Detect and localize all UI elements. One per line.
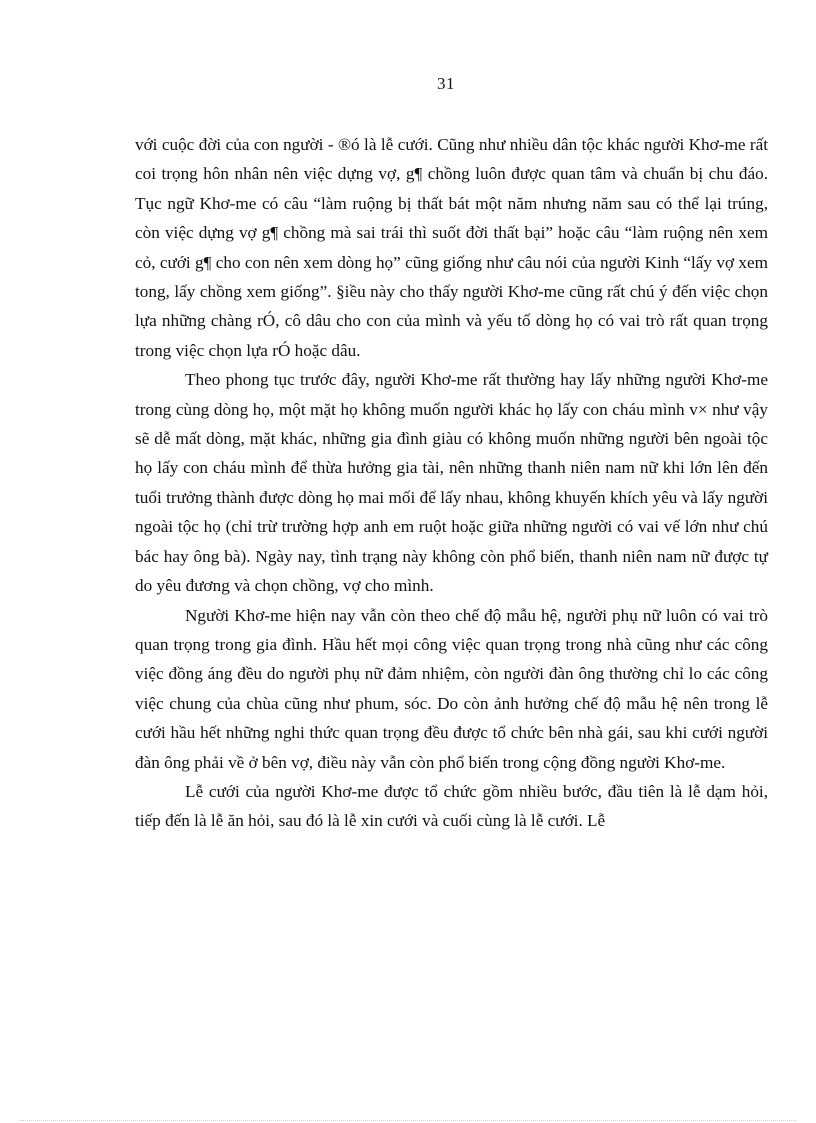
body-text [135,130,768,836]
paragraph-continued: với cuộc đời của con người - ®ó là lễ cưới. Cũng như nhiều dân tộc khác người Khơ-me rất coi trọng hôn nhân nên việc dựng vợ, g¶ chồng luôn được quan tâm và chuẩn bị chu đáo. Tục ngữ Khơ-me có câu “làm ruộng bị thất bát một năm nhưng năm sau có thể lại trúng, còn việc dựng vợ g¶ chồng mà sai trái thì suốt đời thất bại” hoặc câu “làm ruộng nên xem cỏ, cưới g¶ cho con nên xem dòng họ” cũng giống như câu nói của người Kinh “lấy vợ xem tong, lấy chồng xem giống”. §iều này cho thấy người Khơ-me cũng rất chú ý đến việc chọn lựa những chàng rÓ, cô dâu cho con của mình và yếu tố dòng họ có vai trò rất quan trọng trong việc chọn lựa rÓ hoặc dâu. [135,135,768,360]
page-bottom-divider [20,1120,796,1121]
page-number: 31 [437,74,455,93]
paragraph-matriarchy: Người Khơ-me hiện nay vẫn còn theo chế độ mẫu hệ, người phụ nữ luôn có vai trò quan trọng trong gia đình. Hầu hết mọi công việc quan trọng trong nhà cũng như các công việc đồng áng đều do người phụ nữ đảm nhiệm, còn người đàn ông thường chỉ lo các công việc chung của chùa cũng như phum, sóc. Do còn ảnh hưởng chế độ mẫu hệ nên trong lễ cưới hầu hết những nghi thức quan trọng đều được tổ chức bên nhà gái, sau khi cưới người đàn ông phải về ở bên vợ, điều này vẫn còn phổ biến trong cộng đồng người Khơ-me. [135,605,768,772]
paragraph-wedding-steps: Lễ cưới của người Khơ-me được tổ chức gồm nhiều bước, đầu tiên là lễ dạm hỏi, tiếp đến là lễ ăn hỏi, sau đó là lễ xin cưới và cuối cùng là lễ cưới. Lễ [135,781,768,831]
paragraph-marriage-customs: Theo phong tục trước đây, người Khơ-me rất thường hay lấy những người Khơ-me trong cùng dòng họ, một mặt họ không muốn người khác họ lấy con cháu mình v× như vậy sẽ dễ mất dòng, mặt khác, những gia đình giàu có không muốn những người bên ngoài tộc họ lấy con cháu mình để thừa hưởng gia tài, nên những thanh niên nam nữ khi lớn lên đến tuổi trưởng thành được dòng họ mai mối để lấy nhau, không khuyến khích yêu và lấy người ngoài tộc họ (chỉ trừ trường hợp anh em ruột hoặc giữa những người có vai vế lớn như chú bác hay ông bà). Ngày nay, tình trạng này không còn phổ biến, thanh niên nam nữ được tự do yêu đương và chọn chồng, vợ cho mình. [135,370,768,596]
